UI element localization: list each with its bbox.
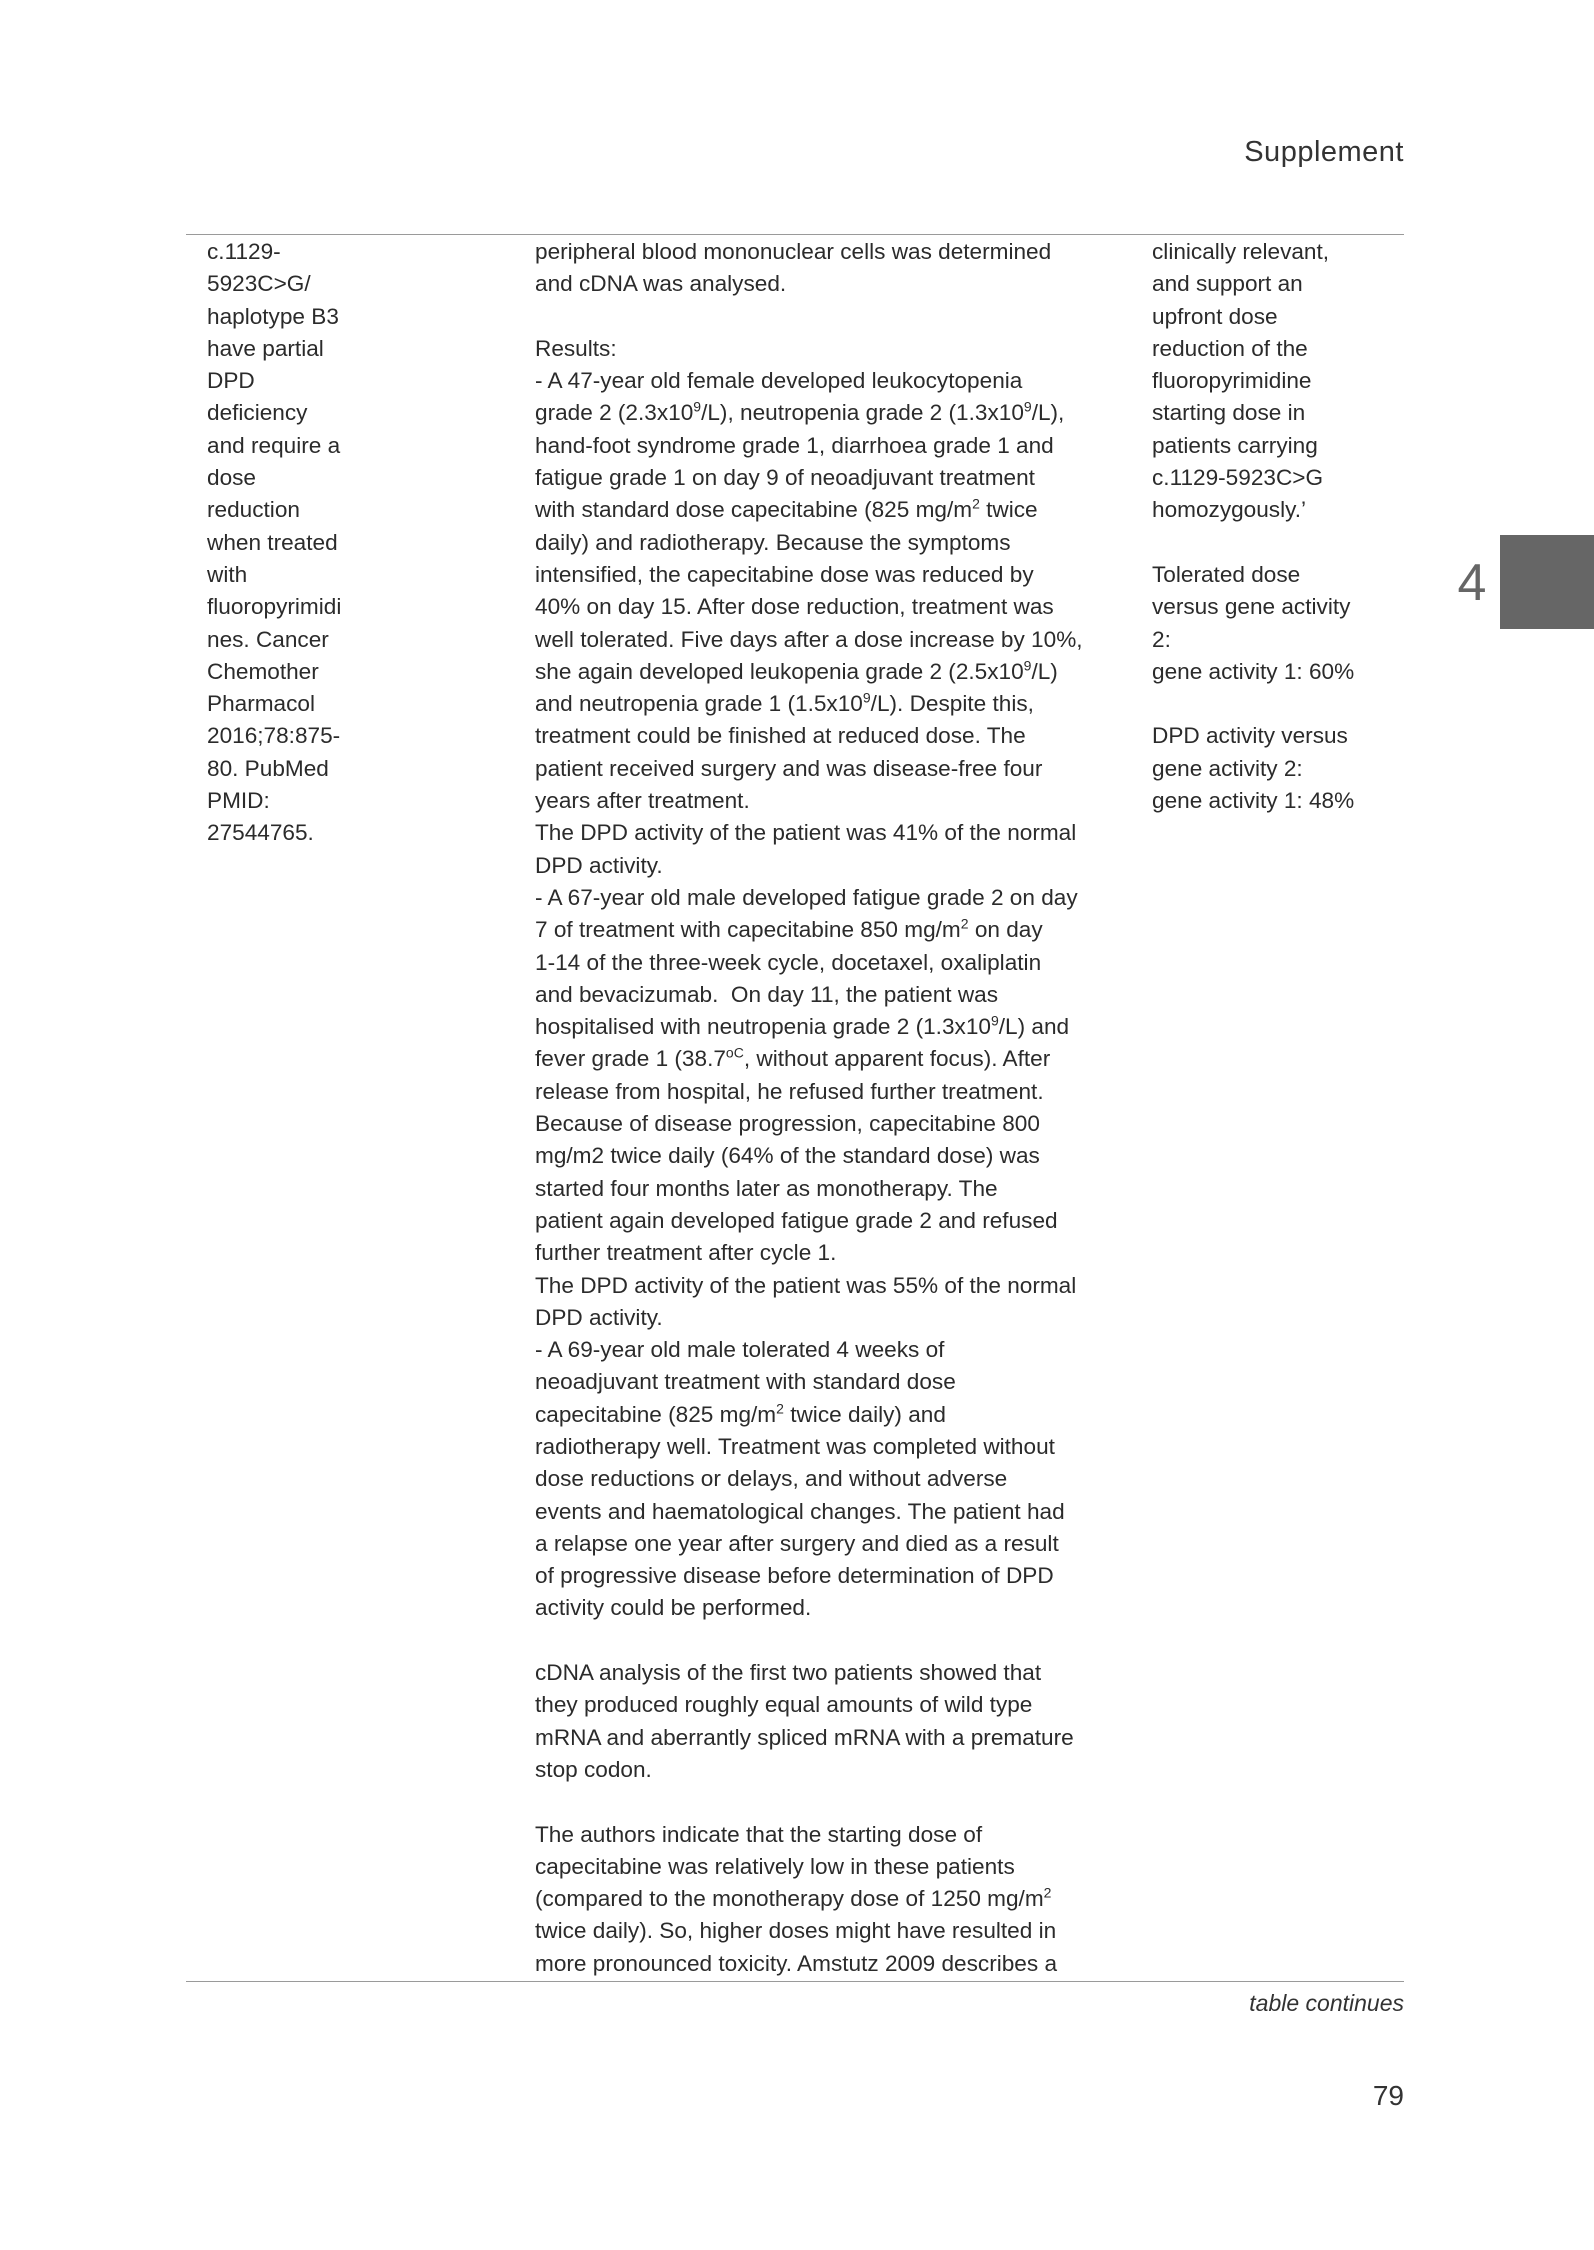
text-line: patient received surgery and was disease-free four (535, 755, 1043, 781)
text-line: haplotype B3 (207, 303, 339, 329)
text-line: reduction of the (1152, 335, 1308, 361)
text-line: cDNA analysis of the first two patients showed that (535, 1660, 1042, 1686)
text-line: have partial (207, 335, 324, 361)
text-line: patients carrying (1152, 432, 1318, 458)
text-line: of progressive disease before determination of DPD (535, 1563, 1054, 1589)
text-line: DPD activity. (535, 852, 663, 878)
text-line: mRNA and aberrantly spliced mRNA with a premature (535, 1724, 1074, 1750)
text-line: 40% on day 15. After dose reduction, treatment was (535, 594, 1054, 620)
reference-column (207, 236, 507, 850)
text-line: Because of disease progression, capecitabine 800 (535, 1111, 1040, 1137)
text-line (1152, 688, 1402, 720)
text-line: patient again developed fatigue grade 2 and refused (535, 1207, 1058, 1233)
text-line: - A 69-year old male tolerated 4 weeks of (535, 1337, 945, 1363)
text-line: gene activity 2: (1152, 755, 1303, 781)
section-header: Supplement (1244, 136, 1404, 168)
text-line: well tolerated. Five days after a dose increase by 10%, (535, 626, 1083, 652)
text-line: The authors indicate that the starting dose of (535, 1821, 983, 1847)
text-line: clinically relevant, (1152, 239, 1330, 264)
text-line: radiotherapy well. Treatment was completed without (535, 1433, 1055, 1459)
text-line: and support an (1152, 271, 1303, 297)
text-line: further treatment after cycle 1. (535, 1240, 837, 1266)
text-line: activity could be performed. (535, 1595, 812, 1621)
text-line: more pronounced toxicity. Amstutz 2009 describes a (535, 1950, 1058, 1976)
text-line: dose (207, 465, 256, 491)
summary-column (535, 236, 1135, 1980)
text-line: daily) and radiotherapy. Because the symptoms (535, 529, 1011, 555)
text-line: stop codon. (535, 1756, 652, 1782)
text-line: started four months later as monotherapy. The (535, 1175, 998, 1201)
text-line: Results: (535, 335, 617, 361)
text-line: gene activity 1: 48% (1152, 788, 1355, 814)
text-line: she again developed leukopenia grade 2 $(2.5x10^9/L)$ (535, 657, 1058, 684)
text-line: c.1129- (207, 239, 281, 264)
text-line: DPD activity. (535, 1304, 663, 1330)
text-line: The DPD activity of the patient was 55% of the normal (535, 1272, 1077, 1298)
text-line: Tolerated dose (1152, 561, 1301, 587)
text-line: fluoropyrimidi (207, 594, 342, 620)
text-line: when treated (207, 529, 338, 555)
chapter-number: 4 (1457, 554, 1487, 612)
text-line: twice daily). So, higher doses might have resulted in (535, 1918, 1057, 1944)
text-line: grade 2 $(2.3x10^9/L)$, neutropenia grade 2 $(1.3x10^9/L)$, (535, 398, 1065, 426)
text-line: The DPD activity of the patient was 41% of the normal (535, 820, 1077, 846)
text-line: 5923C>G/ (207, 271, 311, 297)
text-line: and cDNA was analysed. (535, 271, 787, 297)
text-line: capecitabine (825 $mg/m^2$ twice daily) and (535, 1400, 946, 1427)
text-line: fluoropyrimidine (1152, 368, 1312, 394)
text-line (535, 1786, 1135, 1818)
text-line: with standard dose capecitabine (825 $mg/m^2$ twice (535, 495, 1038, 523)
text-line: - A 67-year old male developed fatigue grade 2 on day (535, 884, 1078, 910)
text-line: intensified, the capecitabine dose was reduced by (535, 561, 1034, 587)
conclusion-column (1152, 236, 1402, 817)
text-line: fever grade 1 ($38.7^{oC}$, without apparent focus). After (535, 1044, 1051, 1072)
text-line: 1-14 of the three-week cycle, docetaxel, oxaliplatin (535, 949, 1042, 975)
text-line: peripheral blood mononuclear cells was determined (535, 239, 1052, 264)
text-line: 27544765. (207, 820, 314, 846)
text-line: versus gene activity (1152, 594, 1351, 620)
text-line: treatment could be finished at reduced dose. The (535, 723, 1026, 749)
text-line: reduction (207, 497, 300, 523)
text-line: c.1129-5923C>G (1152, 465, 1324, 491)
text-line: - A 47-year old female developed leukocytopenia (535, 368, 1023, 394)
text-line: deficiency (207, 400, 308, 426)
text-line: nes. Cancer (207, 626, 329, 652)
chapter-tab (1500, 535, 1594, 629)
text-line: neoadjuvant treatment with standard dose (535, 1369, 956, 1395)
table-top-rule (186, 234, 1404, 235)
text-line: fatigue grade 1 on day 9 of neoadjuvant treatment (535, 465, 1035, 491)
page-number: 79 (1372, 2080, 1404, 2111)
text-line: a relapse one year after surgery and died as a result (535, 1530, 1059, 1556)
text-line: (compared to the monotherapy dose of 1250 $mg/m^2$ (535, 1884, 1052, 1912)
text-line: gene activity 1: 60% (1152, 658, 1355, 684)
text-line: capecitabine was relatively low in these patients (535, 1853, 1015, 1879)
text-line: 2016;78:875- (207, 723, 341, 749)
text-line (535, 1625, 1135, 1657)
text-line: starting dose in (1152, 400, 1306, 426)
text-line: release from hospital, he refused further treatment. (535, 1078, 1044, 1104)
text-line: hospitalised with neutropenia grade 2 $(1.3x10^9/L)$ and (535, 1012, 1070, 1040)
text-line: DPD activity versus (1152, 723, 1348, 749)
text-line: they produced roughly equal amounts of wild type (535, 1692, 1033, 1718)
text-line: and neutropenia grade 1 $(1.5x10^9/L)$. Despite this, (535, 689, 1034, 717)
text-line: 7 of treatment with capecitabine 850 $mg/m^2$ on day (535, 915, 1043, 943)
text-line: 2: (1152, 626, 1171, 652)
text-line: Chemother (207, 658, 319, 684)
text-line: DPD (207, 368, 255, 394)
text-line: and require a (207, 432, 341, 458)
text-line: events and haematological changes. The patient had (535, 1498, 1065, 1524)
text-line: 80. PubMed (207, 755, 329, 781)
table-continues-note: table continues (1249, 1990, 1404, 2016)
table-bottom-rule (186, 1981, 1404, 1982)
text-line: Pharmacol (207, 691, 315, 717)
text-line: homozygously.’ (1152, 497, 1307, 523)
text-line: mg/m2 twice daily (64% of the standard dose) was (535, 1143, 1040, 1169)
text-line: years after treatment. (535, 788, 750, 814)
text-line: dose reductions or delays, and without adverse (535, 1466, 1008, 1492)
text-line: and bevacizumab. On day 11, the patient was (535, 981, 999, 1007)
text-line: hand-foot syndrome grade 1, diarrhoea grade 1 and (535, 432, 1054, 458)
text-line: upfront dose (1152, 303, 1278, 329)
text-line: PMID: (207, 788, 270, 814)
text-line: with (207, 561, 248, 587)
text-line (535, 301, 1135, 333)
text-line (1152, 527, 1402, 559)
